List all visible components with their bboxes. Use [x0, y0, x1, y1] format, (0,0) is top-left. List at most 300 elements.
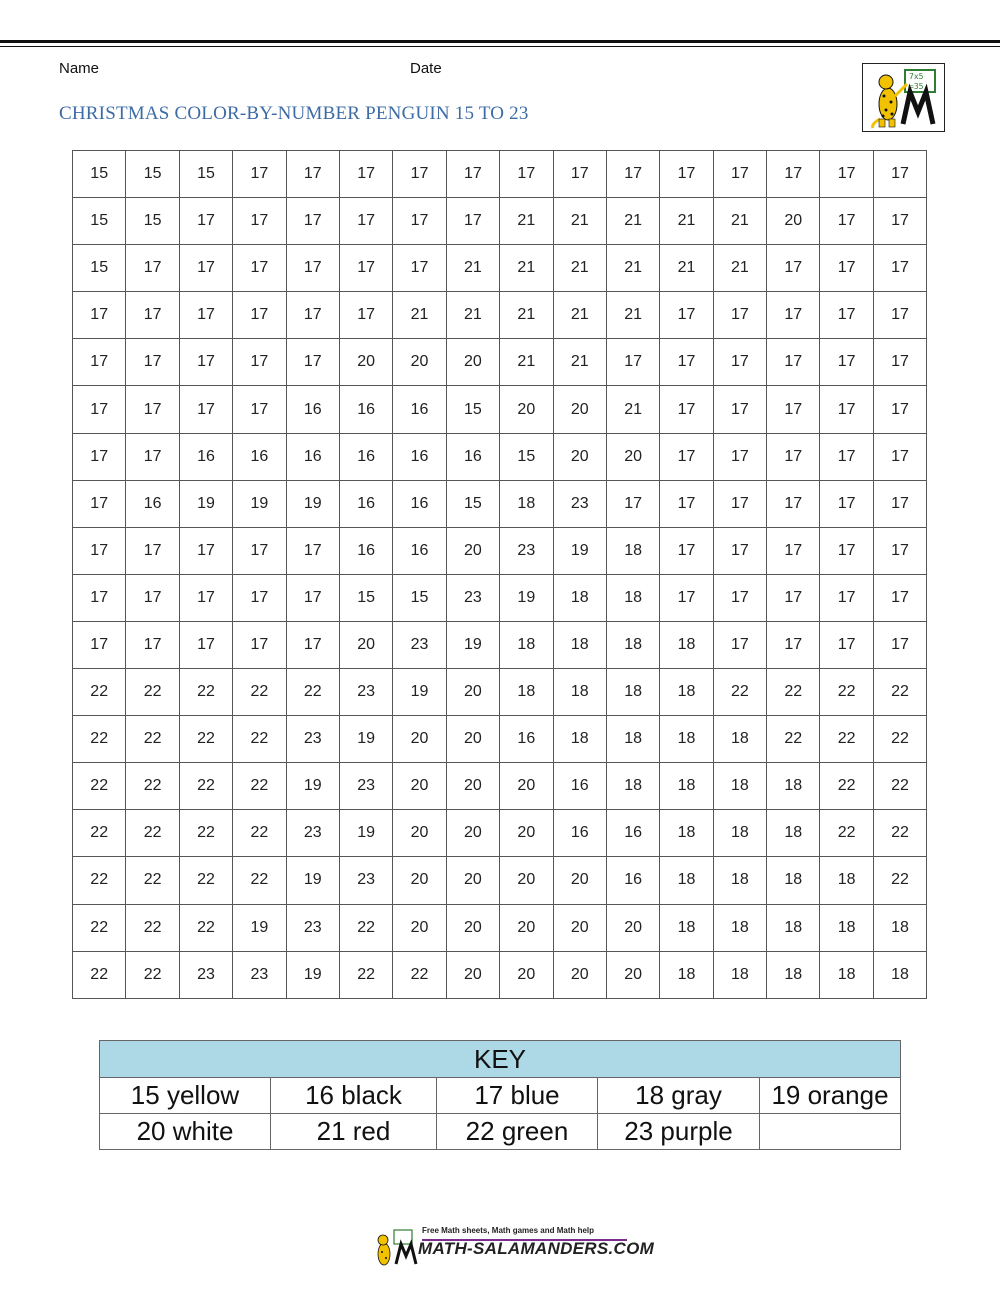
key-cell: 19 orange [760, 1078, 901, 1114]
grid-cell: 15 [393, 574, 446, 621]
grid-cell: 17 [286, 245, 339, 292]
grid-cell: 21 [553, 198, 606, 245]
grid-cell: 20 [553, 433, 606, 480]
grid-cell: 21 [500, 245, 553, 292]
grid-cell: 17 [820, 480, 873, 527]
grid-cell: 17 [286, 151, 339, 198]
grid-cell: 16 [500, 716, 553, 763]
grid-cell: 17 [660, 527, 713, 574]
grid-cell: 22 [179, 763, 232, 810]
grid-cell: 17 [233, 151, 286, 198]
grid-cell: 17 [233, 339, 286, 386]
grid-cell: 15 [73, 245, 126, 292]
grid-cell: 17 [713, 151, 766, 198]
grid-cell: 19 [393, 669, 446, 716]
grid-cell: 21 [446, 292, 499, 339]
grid-cell: 18 [820, 904, 873, 951]
grid-cell: 17 [73, 386, 126, 433]
grid-cell: 17 [767, 339, 820, 386]
grid-cell: 17 [553, 151, 606, 198]
key-cell-empty [760, 1114, 901, 1150]
grid-cell: 22 [179, 669, 232, 716]
grid-cell: 22 [179, 810, 232, 857]
grid-cell: 17 [713, 480, 766, 527]
grid-cell: 17 [767, 151, 820, 198]
grid-cell: 21 [713, 245, 766, 292]
grid-cell: 17 [73, 433, 126, 480]
grid-cell: 17 [179, 245, 232, 292]
grid-cell: 16 [606, 857, 659, 904]
grid-cell: 17 [873, 245, 926, 292]
grid-cell: 15 [339, 574, 392, 621]
grid-cell: 17 [767, 480, 820, 527]
grid-row [73, 245, 927, 292]
grid-cell: 22 [820, 669, 873, 716]
grid-cell: 18 [713, 716, 766, 763]
color-key-table [99, 1040, 901, 1150]
grid-cell: 18 [553, 621, 606, 668]
grid-cell: 22 [179, 857, 232, 904]
grid-cell: 18 [606, 574, 659, 621]
grid-cell: 18 [606, 763, 659, 810]
grid-cell: 18 [767, 857, 820, 904]
grid-cell: 21 [500, 292, 553, 339]
grid-cell: 18 [713, 810, 766, 857]
grid-cell: 20 [500, 763, 553, 810]
grid-cell: 23 [553, 480, 606, 527]
grid-cell: 18 [660, 716, 713, 763]
grid-cell: 22 [233, 810, 286, 857]
grid-cell: 16 [126, 480, 179, 527]
grid-cell: 22 [73, 810, 126, 857]
top-rule-thin [0, 46, 1000, 47]
grid-cell: 17 [873, 151, 926, 198]
grid-cell: 19 [286, 857, 339, 904]
grid-cell: 23 [339, 669, 392, 716]
grid-cell: 16 [393, 433, 446, 480]
grid-cell: 17 [606, 480, 659, 527]
grid-cell: 22 [73, 669, 126, 716]
grid-cell: 18 [767, 904, 820, 951]
grid-cell: 16 [553, 763, 606, 810]
grid-cell: 20 [393, 716, 446, 763]
grid-cell: 20 [393, 339, 446, 386]
grid-cell: 17 [73, 480, 126, 527]
grid-cell: 17 [660, 574, 713, 621]
grid-cell: 17 [767, 433, 820, 480]
grid-cell: 17 [286, 198, 339, 245]
grid-cell: 18 [660, 810, 713, 857]
grid-cell: 20 [553, 951, 606, 998]
grid-cell: 17 [179, 621, 232, 668]
grid-cell: 19 [233, 904, 286, 951]
grid-cell: 20 [446, 527, 499, 574]
grid-cell: 17 [660, 480, 713, 527]
grid-cell: 22 [73, 904, 126, 951]
grid-cell: 17 [713, 386, 766, 433]
grid-cell: 17 [339, 151, 392, 198]
grid-cell: 18 [553, 669, 606, 716]
grid-cell: 17 [873, 527, 926, 574]
grid-cell: 18 [606, 621, 659, 668]
grid-cell: 17 [820, 198, 873, 245]
grid-cell: 17 [179, 339, 232, 386]
grid-cell: 16 [393, 480, 446, 527]
grid-cell: 17 [73, 621, 126, 668]
grid-cell: 22 [873, 669, 926, 716]
grid-cell: 19 [286, 763, 339, 810]
grid-cell: 17 [606, 151, 659, 198]
grid-cell: 20 [767, 198, 820, 245]
grid-cell: 17 [233, 292, 286, 339]
grid-cell: 22 [179, 904, 232, 951]
grid-cell: 21 [500, 198, 553, 245]
grid-cell: 17 [126, 527, 179, 574]
grid-cell: 22 [820, 716, 873, 763]
grid-cell: 22 [126, 810, 179, 857]
grid-cell: 18 [500, 669, 553, 716]
grid-cell: 17 [820, 621, 873, 668]
grid-cell: 17 [713, 574, 766, 621]
grid-cell: 18 [606, 716, 659, 763]
grid-cell: 21 [446, 245, 499, 292]
key-cell: 15 yellow [100, 1078, 271, 1114]
grid-cell: 18 [767, 810, 820, 857]
grid-cell: 17 [286, 339, 339, 386]
grid-cell: 17 [606, 339, 659, 386]
grid-cell: 17 [820, 574, 873, 621]
grid-cell: 20 [339, 621, 392, 668]
grid-cell: 17 [339, 245, 392, 292]
grid-row [73, 386, 927, 433]
grid-cell: 18 [660, 904, 713, 951]
grid-cell: 21 [553, 339, 606, 386]
grid-cell: 23 [233, 951, 286, 998]
grid-cell: 16 [339, 527, 392, 574]
grid-cell: 17 [73, 527, 126, 574]
grid-cell: 23 [339, 763, 392, 810]
grid-cell: 22 [179, 716, 232, 763]
grid-cell: 17 [233, 386, 286, 433]
grid-cell: 22 [233, 857, 286, 904]
grid-cell: 17 [73, 574, 126, 621]
key-cell: 16 black [271, 1078, 437, 1114]
math-salamanders-logo [862, 63, 945, 132]
name-label: Name [59, 60, 100, 77]
grid-cell: 20 [500, 904, 553, 951]
top-rule [0, 40, 1000, 43]
grid-cell: 18 [873, 951, 926, 998]
grid-cell: 18 [820, 857, 873, 904]
grid-cell: 17 [820, 151, 873, 198]
grid-cell: 20 [606, 904, 659, 951]
grid-cell: 16 [339, 480, 392, 527]
key-cell: 20 white [100, 1114, 271, 1150]
svg-text:=35: =35 [909, 82, 924, 91]
grid-cell: 16 [393, 527, 446, 574]
grid-cell: 20 [339, 339, 392, 386]
grid-cell: 18 [767, 763, 820, 810]
grid-cell: 17 [713, 433, 766, 480]
grid-cell: 17 [873, 339, 926, 386]
grid-cell: 19 [286, 951, 339, 998]
grid-cell: 17 [767, 245, 820, 292]
grid-cell: 20 [553, 904, 606, 951]
grid-cell: 18 [500, 480, 553, 527]
grid-cell: 20 [393, 857, 446, 904]
grid-cell: 17 [126, 292, 179, 339]
grid-cell: 20 [553, 857, 606, 904]
grid-cell: 21 [606, 386, 659, 433]
grid-row [73, 951, 927, 998]
grid-cell: 22 [126, 763, 179, 810]
grid-cell: 15 [446, 480, 499, 527]
grid-cell: 22 [126, 857, 179, 904]
grid-cell: 20 [446, 857, 499, 904]
grid-cell: 17 [873, 292, 926, 339]
color-by-number-grid [72, 150, 927, 999]
grid-cell: 19 [179, 480, 232, 527]
grid-cell: 17 [500, 151, 553, 198]
grid-cell: 22 [820, 810, 873, 857]
grid-cell: 16 [393, 386, 446, 433]
grid-cell: 18 [713, 857, 766, 904]
grid-cell: 23 [286, 810, 339, 857]
grid-cell: 22 [873, 810, 926, 857]
grid-cell: 18 [553, 716, 606, 763]
grid-row [73, 904, 927, 951]
grid-cell: 18 [660, 763, 713, 810]
grid-cell: 20 [500, 857, 553, 904]
grid-cell: 17 [713, 339, 766, 386]
grid-cell: 16 [233, 433, 286, 480]
grid-cell: 15 [126, 151, 179, 198]
grid-cell: 19 [339, 716, 392, 763]
grid-cell: 20 [446, 904, 499, 951]
grid-cell: 20 [393, 763, 446, 810]
grid-cell: 20 [500, 386, 553, 433]
key-cell: 18 gray [598, 1078, 760, 1114]
grid-cell: 18 [660, 669, 713, 716]
grid-cell: 21 [606, 198, 659, 245]
salamander-teacher-icon [863, 64, 944, 131]
grid-cell: 21 [713, 198, 766, 245]
grid-cell: 21 [500, 339, 553, 386]
grid-cell: 22 [233, 716, 286, 763]
grid-cell: 17 [713, 621, 766, 668]
grid-cell: 20 [606, 433, 659, 480]
grid-cell: 19 [286, 480, 339, 527]
footer-logo [372, 1226, 655, 1268]
grid-cell: 17 [820, 339, 873, 386]
grid-cell: 22 [873, 716, 926, 763]
grid-cell: 23 [339, 857, 392, 904]
grid-cell: 19 [339, 810, 392, 857]
grid-cell: 16 [339, 433, 392, 480]
grid-cell: 17 [767, 527, 820, 574]
grid-cell: 23 [446, 574, 499, 621]
key-title: KEY [100, 1041, 901, 1078]
grid-cell: 20 [393, 904, 446, 951]
grid-cell: 23 [179, 951, 232, 998]
grid-cell: 22 [126, 669, 179, 716]
grid-cell: 17 [660, 292, 713, 339]
grid-cell: 17 [179, 292, 232, 339]
grid-cell: 17 [660, 339, 713, 386]
grid-cell: 17 [873, 198, 926, 245]
key-cell: 23 purple [598, 1114, 760, 1150]
grid-row [73, 339, 927, 386]
grid-cell: 17 [873, 480, 926, 527]
grid-cell: 17 [233, 621, 286, 668]
grid-cell: 17 [660, 151, 713, 198]
grid-cell: 17 [126, 433, 179, 480]
grid-cell: 17 [126, 621, 179, 668]
grid-cell: 22 [73, 857, 126, 904]
grid-cell: 22 [286, 669, 339, 716]
grid-cell: 17 [233, 574, 286, 621]
grid-cell: 20 [446, 339, 499, 386]
grid-cell: 17 [660, 433, 713, 480]
key-cell: 21 red [271, 1114, 437, 1150]
grid-row [73, 857, 927, 904]
grid-cell: 15 [446, 386, 499, 433]
svg-text:7x5: 7x5 [909, 72, 924, 81]
grid-cell: 17 [393, 151, 446, 198]
grid-cell: 17 [179, 386, 232, 433]
grid-cell: 17 [767, 292, 820, 339]
grid-cell: 16 [606, 810, 659, 857]
grid-cell: 22 [339, 951, 392, 998]
grid-cell: 20 [446, 716, 499, 763]
grid-row [73, 433, 927, 480]
grid-cell: 17 [73, 339, 126, 386]
grid-cell: 21 [660, 198, 713, 245]
grid-cell: 22 [73, 951, 126, 998]
grid-cell: 21 [660, 245, 713, 292]
footer-site-name: MATH-SALAMANDERS.COM [418, 1239, 655, 1258]
grid-cell: 20 [500, 951, 553, 998]
grid-cell: 20 [446, 810, 499, 857]
grid-cell: 23 [393, 621, 446, 668]
grid-cell: 17 [339, 198, 392, 245]
grid-cell: 20 [446, 763, 499, 810]
grid-cell: 17 [820, 386, 873, 433]
grid-cell: 18 [660, 857, 713, 904]
grid-cell: 21 [606, 245, 659, 292]
grid-row [73, 198, 927, 245]
grid-cell: 22 [73, 763, 126, 810]
grid-cell: 18 [713, 763, 766, 810]
grid-cell: 22 [767, 669, 820, 716]
grid-cell: 17 [126, 574, 179, 621]
grid-cell: 18 [500, 621, 553, 668]
key-cell: 22 green [437, 1114, 598, 1150]
grid-cell: 22 [767, 716, 820, 763]
grid-cell: 20 [393, 810, 446, 857]
grid-cell: 18 [606, 669, 659, 716]
grid-cell: 17 [446, 198, 499, 245]
grid-cell: 22 [73, 716, 126, 763]
grid-row [73, 621, 927, 668]
grid-row [73, 151, 927, 198]
grid-row [73, 716, 927, 763]
grid-cell: 17 [233, 245, 286, 292]
grid-cell: 23 [500, 527, 553, 574]
grid-cell: 17 [820, 433, 873, 480]
grid-cell: 17 [446, 151, 499, 198]
grid-row [73, 763, 927, 810]
grid-cell: 22 [126, 716, 179, 763]
grid-cell: 16 [553, 810, 606, 857]
grid-cell: 17 [286, 574, 339, 621]
grid-cell: 19 [500, 574, 553, 621]
grid-cell: 17 [393, 198, 446, 245]
grid-cell: 17 [767, 621, 820, 668]
grid-cell: 18 [660, 951, 713, 998]
grid-cell: 19 [553, 527, 606, 574]
key-cell: 17 blue [437, 1078, 598, 1114]
grid-cell: 17 [767, 386, 820, 433]
grid-cell: 18 [873, 904, 926, 951]
grid-cell: 21 [553, 292, 606, 339]
grid-cell: 22 [339, 904, 392, 951]
grid-cell: 20 [446, 669, 499, 716]
grid-row [73, 810, 927, 857]
grid-cell: 22 [393, 951, 446, 998]
grid-cell: 19 [233, 480, 286, 527]
grid-cell: 21 [606, 292, 659, 339]
grid-cell: 17 [767, 574, 820, 621]
grid-cell: 22 [873, 857, 926, 904]
grid-row [73, 574, 927, 621]
grid-cell: 15 [179, 151, 232, 198]
grid-cell: 17 [660, 386, 713, 433]
grid-cell: 21 [393, 292, 446, 339]
grid-cell: 16 [286, 386, 339, 433]
grid-cell: 20 [553, 386, 606, 433]
grid-cell: 17 [339, 292, 392, 339]
grid-cell: 20 [606, 951, 659, 998]
grid-cell: 17 [286, 527, 339, 574]
grid-cell: 17 [393, 245, 446, 292]
grid-cell: 22 [233, 763, 286, 810]
grid-cell: 18 [606, 527, 659, 574]
grid-cell: 17 [286, 292, 339, 339]
grid-cell: 17 [820, 292, 873, 339]
grid-cell: 17 [179, 527, 232, 574]
worksheet-title: CHRISTMAS COLOR-BY-NUMBER PENGUIN 15 TO 23 [59, 103, 529, 124]
grid-cell: 18 [713, 904, 766, 951]
grid-cell: 20 [446, 951, 499, 998]
date-label: Date [410, 60, 442, 77]
grid-cell: 18 [767, 951, 820, 998]
grid-cell: 16 [286, 433, 339, 480]
grid-cell: 17 [713, 292, 766, 339]
grid-cell: 22 [713, 669, 766, 716]
grid-cell: 22 [126, 904, 179, 951]
grid-cell: 17 [873, 621, 926, 668]
grid-cell: 20 [500, 810, 553, 857]
grid-row [73, 292, 927, 339]
grid-cell: 23 [286, 716, 339, 763]
grid-cell: 17 [873, 574, 926, 621]
grid-cell: 17 [126, 386, 179, 433]
grid-cell: 17 [820, 245, 873, 292]
grid-cell: 16 [446, 433, 499, 480]
grid-cell: 17 [286, 621, 339, 668]
grid-cell: 23 [286, 904, 339, 951]
